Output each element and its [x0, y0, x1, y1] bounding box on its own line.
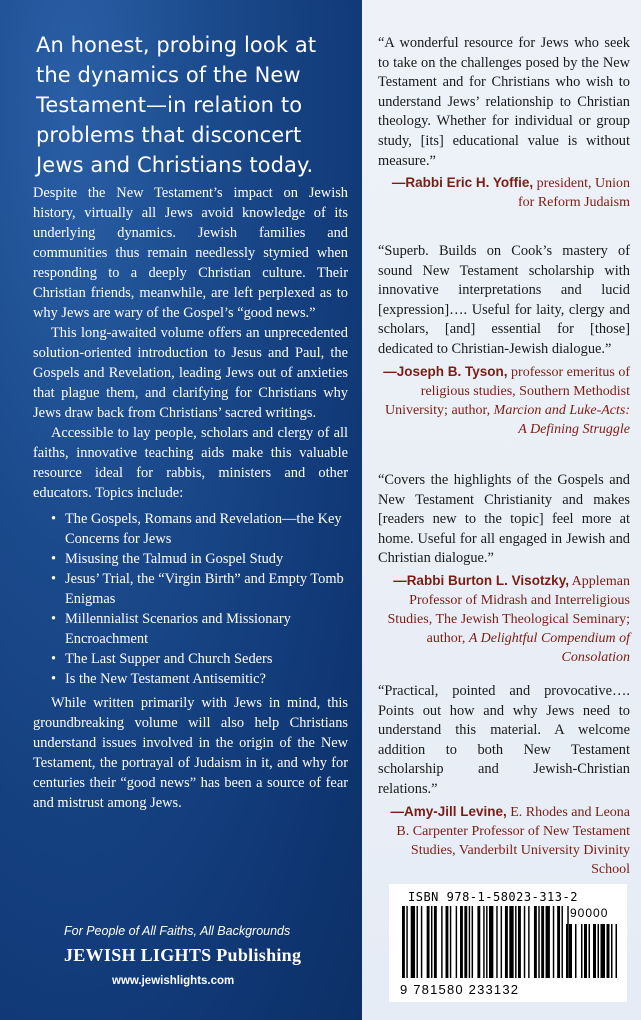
- quote-author-title: president, Union for Reform Judaism: [518, 176, 630, 211]
- barcode-bar: [402, 906, 405, 978]
- description-paragraph-2: This long-awaited volume offers an unprecedented solution-oriented introduction to Jesus and Paul, the Gospels and Revelation, leading Jews out of anxieties that plague them, and clarifying for Christians why Jews draw back from Christians’ sacred writings.: [33, 325, 348, 421]
- publisher-website-link[interactable]: www.jewishlights.com: [112, 975, 235, 987]
- barcode-bar: [505, 906, 508, 978]
- barcode-bar: [441, 906, 442, 978]
- barcode-graphic: [400, 906, 622, 982]
- quote-book-title: A Delightful Compendium of Consolation: [468, 630, 630, 665]
- endorsement-quote-3: [378, 471, 630, 667]
- list-item: • The Last Supper and Church Seders: [51, 651, 273, 667]
- barcode-bar: [557, 906, 560, 978]
- barcode-bar: [534, 906, 537, 978]
- list-item: • Is the New Testament Antisemitic?: [51, 671, 266, 687]
- bullet-icon: •: [51, 571, 57, 587]
- barcode-bar: [528, 906, 529, 978]
- barcode-bar: [446, 906, 449, 978]
- topics-list: [33, 509, 348, 689]
- quote-author-title: professor emeritus of religious studies, Southern Methodist University; author,: [384, 364, 630, 418]
- barcode-bar: [421, 906, 422, 978]
- barcode-addon-bar: [589, 924, 591, 978]
- endorsement-quote-1: [378, 34, 630, 212]
- barcode-bar: [427, 906, 430, 978]
- endorsement-quote-2: [378, 242, 630, 439]
- barcode-addon-bar: [569, 924, 572, 978]
- quote-attribution: [378, 362, 630, 439]
- quote-text: “Covers the highlights of the Gospels and New Testament Christianity and makes [readers new to the topic] feel more at home. Useful for all engaged in Jewish and Christian dialogue.”: [378, 472, 630, 567]
- barcode-bar: [460, 906, 463, 978]
- barcode-bar: [515, 906, 516, 978]
- bullet-icon: •: [51, 671, 57, 687]
- list-item: • Misusing the Talmud in Gospel Study: [51, 551, 284, 567]
- list-item: • Millennialist Scenarios and Missionary Encroachment: [51, 611, 291, 647]
- bullet-icon: •: [51, 651, 57, 667]
- bullet-icon: •: [51, 511, 57, 527]
- barcode-addon-bar: [584, 924, 587, 978]
- quote-attribution: [378, 173, 630, 212]
- barcode-bar: [406, 906, 407, 978]
- barcode-bar: [562, 906, 563, 978]
- barcode-bar: [417, 906, 418, 978]
- barcode-bar: [450, 906, 451, 978]
- bullet-icon: •: [51, 611, 57, 627]
- barcode-bar: [518, 906, 521, 978]
- quote-attribution: [378, 802, 630, 879]
- quote-author: —Rabbi Burton L. Visotzky,: [393, 572, 569, 588]
- endorsement-quote-4: [378, 682, 630, 879]
- barcode-addon-bar: [593, 924, 596, 978]
- barcode-digits: 9 781580 233132: [400, 982, 520, 997]
- barcode-addon-bar: [616, 924, 618, 978]
- barcode-bar: [477, 906, 480, 978]
- isbn-number: ISBN 978-1-58023-313-2: [408, 890, 578, 904]
- barcode-addon-bar: [575, 924, 577, 978]
- closing-paragraph: While written primarily with Jews in mind, this groundbreaking volume will also help Christians understand issues involved in the origin of the New Testament, the portrayal of Judaism in it, and why for centuries their “good news” has been a source of fear and mistrust among Jews.: [33, 695, 348, 811]
- barcode-bar: [567, 906, 568, 978]
- barcode-bar: [469, 906, 470, 978]
- cover-headline: An honest, probing look at the dynamics of the New Testament—in relation to problems that disconcert Jews and Christians today.: [36, 33, 317, 177]
- barcode-bar: [486, 906, 487, 978]
- quote-book-title: Marcion and Luke-Acts: A Defining Struggle: [493, 402, 630, 437]
- quote-author: —Joseph B. Tyson,: [383, 363, 508, 379]
- barcode-bar: [496, 906, 497, 978]
- description-paragraph-3: Accessible to lay people, scholars and clergy of all faiths, innovative teaching aids make this valuable resource ideal for rabbis, ministers and other educators. Topics include:: [33, 425, 348, 501]
- barcode-bar: [464, 906, 467, 978]
- barcode-addon-bar: [566, 924, 568, 978]
- barcode-addon-bar: [581, 924, 583, 978]
- barcode-bar: [501, 906, 502, 978]
- quote-author-title: E. Rhodes and Leona B. Carpenter Professor of New Testament Studies, Vanderbilt University Divinity School: [396, 804, 630, 877]
- barcode-bar: [472, 906, 473, 978]
- barcode-bar: [411, 906, 415, 978]
- quote-author-title: Appleman Professor of Midrash and Interreligious Studies, The Jewish Theological Seminary; author,: [387, 573, 630, 646]
- barcode-addon-bar: [611, 924, 613, 978]
- barcode-bar: [431, 906, 432, 978]
- barcode-bar: [538, 906, 539, 978]
- publisher-tagline: For People of All Faiths, All Backgrounds: [64, 924, 291, 938]
- barcode-bar: [483, 906, 484, 978]
- quote-text: “A wonderful resource for Jews who seek to take on the challenges posed by the New Testament and for Christians who wish to understand Jews’ relationship to Christian theology. Whether for individual or group study, [its] educational value is without measure.”: [378, 35, 630, 169]
- quote-author: —Amy-Jill Levine,: [390, 803, 507, 819]
- quote-attribution: [378, 571, 630, 667]
- barcode-bar: [546, 906, 550, 978]
- list-item: • Jesus’ Trial, the “Virgin Birth” and Empty Tomb Enigmas: [51, 571, 344, 607]
- price-code: 90000: [570, 906, 609, 920]
- barcode-bar: [489, 906, 493, 978]
- barcode-bar: [553, 906, 554, 978]
- quote-text: “Practical, pointed and provocative…. Points out how and why Jews need to understand this material. A welcome addition to both New Testament scholarship and Jewish-Christian relations.”: [378, 683, 630, 797]
- list-item: • The Gospels, Romans and Revelation—the Key Concerns for Jews: [51, 511, 342, 547]
- barcode-addon-bar: [601, 924, 606, 978]
- quote-author: —Rabbi Eric H. Yoffie,: [391, 175, 534, 191]
- barcode-addon-bar: [607, 924, 610, 978]
- description-paragraph-1: Despite the New Testament’s impact on Jewish history, virtually all Jews avoid knowledge of its underlying dynamics. Jewish families and communities thus remain needlessly stymied when responding to a deeply Christian culture. Their Christian friends, meanwhile, are left perplexed as to why Jews are wary of the Gospel’s “good news.”: [33, 185, 348, 321]
- barcode-addon-bar: [598, 924, 600, 978]
- barcode-bar: [456, 906, 457, 978]
- barcode-bar: [434, 906, 437, 978]
- book-description: [33, 183, 348, 813]
- barcode-bar: [509, 906, 513, 978]
- bullet-icon: •: [51, 551, 57, 567]
- publisher-name: JEWISH LIGHTS Publishing: [64, 945, 302, 965]
- barcode-bar: [541, 906, 544, 978]
- quote-text: “Superb. Builds on Cook’s mastery of sound New Testament scholarship with innovative interpretations and lucid [expression]…. Useful for laity, clergy and scholars, [and] essential for [those] dedicated to Christian-Jewish dialogue.”: [378, 243, 630, 357]
- barcode-bar: [524, 906, 525, 978]
